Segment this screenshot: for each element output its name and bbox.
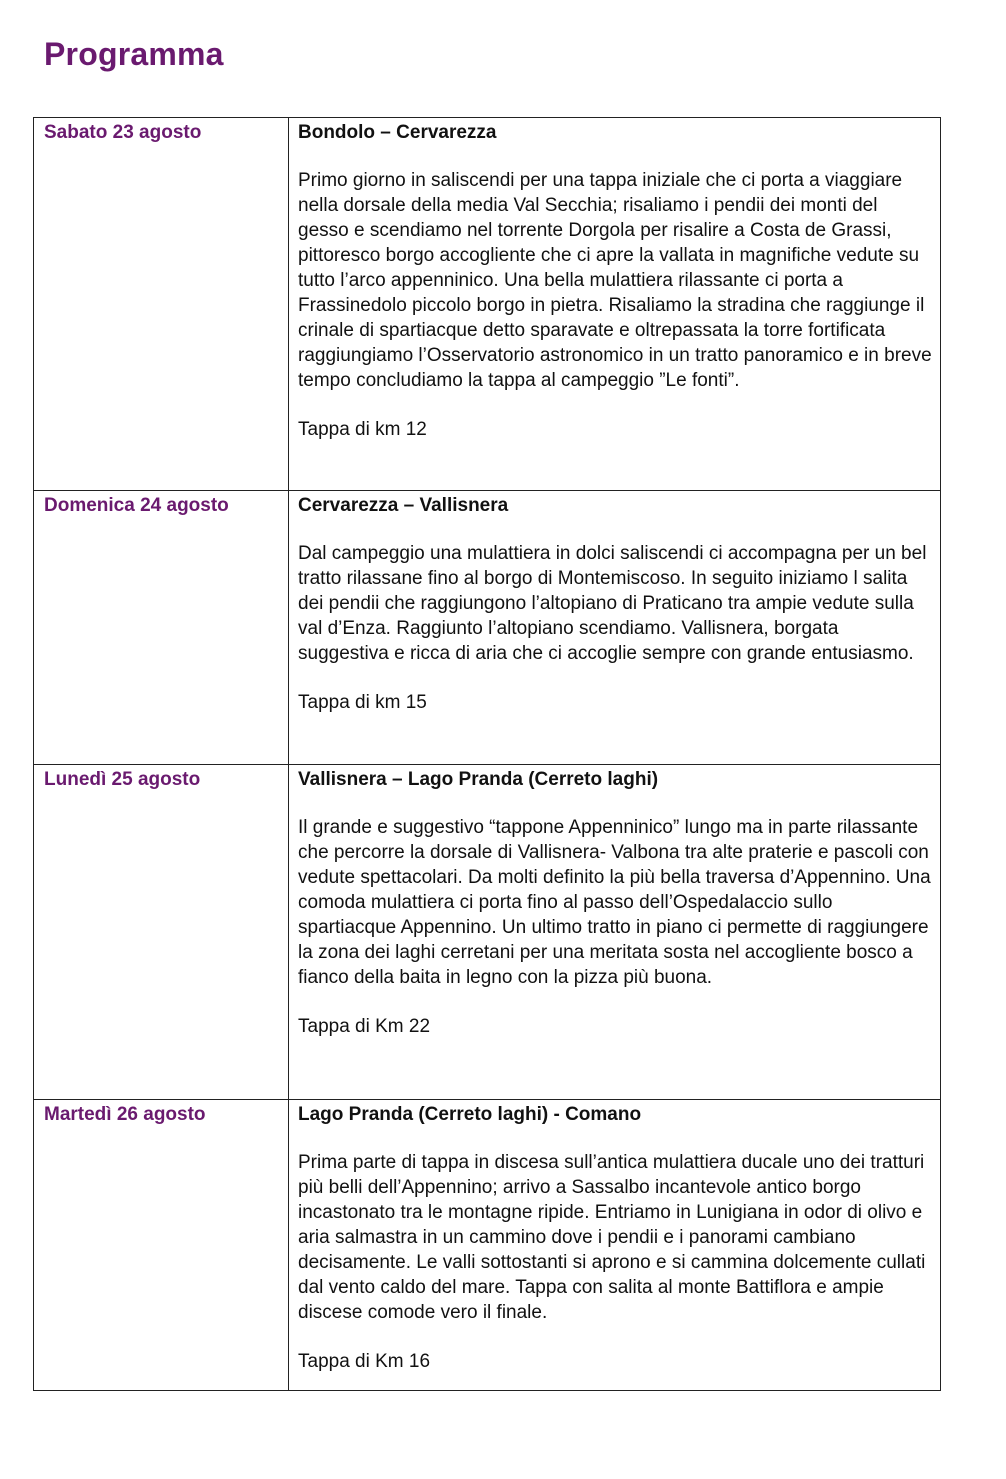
date-cell xyxy=(34,491,289,765)
stage-cell xyxy=(289,491,941,765)
stage-description: Il grande e suggestivo “tappone Appenninico” lungo ma in parte rilassante che percorre la dorsale di Vallisnera- Valbona tra alte praterie e pascoli con vedute spettacolari. Da molti definito la più bella traversa d’Appennino. Una comoda mulattiera ci porta fino al passo dell’Ospedalaccio sullo spartiacque Appennino. Un ultimo tratto in piano ci permette di raggiungere la zona dei laghi cerretani per una meritata sosta nel accogliente bosco a fianco della baita in legno con la pizza più buona. xyxy=(298,817,931,988)
table-row xyxy=(34,491,941,765)
stage-route: Cervarezza – Vallisnera xyxy=(298,495,509,516)
stage-distance: Tappa di Km 16 xyxy=(298,1351,431,1372)
page-title: Programma xyxy=(44,36,224,72)
stage-distance: Tappa di km 15 xyxy=(298,692,427,713)
date-cell xyxy=(34,765,289,1100)
day-date: Sabato 23 agosto xyxy=(44,122,202,143)
stage-cell xyxy=(289,1100,941,1391)
stage-route: Bondolo – Cervarezza xyxy=(298,122,497,143)
day-date: Lunedì 25 agosto xyxy=(44,769,201,790)
table-row xyxy=(34,765,941,1100)
date-cell xyxy=(34,118,289,491)
day-date: Domenica 24 agosto xyxy=(44,495,229,516)
table-row xyxy=(34,1100,941,1391)
stage-distance: Tappa di Km 22 xyxy=(298,1016,431,1037)
stage-route: Lago Pranda (Cerreto laghi) - Comano xyxy=(298,1104,642,1125)
table-row xyxy=(34,118,941,491)
stage-distance: Tappa di km 12 xyxy=(298,419,427,440)
stage-cell xyxy=(289,765,941,1100)
stage-route: Vallisnera – Lago Pranda (Cerreto laghi) xyxy=(298,769,659,790)
program-table xyxy=(33,117,941,1391)
stage-cell xyxy=(289,118,941,491)
stage-description: Primo giorno in saliscendi per una tappa iniziale che ci porta a viaggiare nella dorsale della media Val Secchia; risaliamo i pendii dei monti del gesso e scendiamo nel torrente Dorgola per risalire a Costa de Grassi, pittoresco borgo accogliente che ci apre la vallata in magnifiche vedute su tutto l’arco appenninico. Una bella mulattiera rilassante ci porta a Frassinedolo piccolo borgo in pietra. Risaliamo la stradina che raggiunge il crinale di spartiacque detto sparavate e oltrepassata la torre fortificata raggiungiamo l’Osservatorio astronomico in un tratto panoramico e in breve tempo concludiamo la tappa al campeggio ”Le fonti”. xyxy=(298,170,932,391)
date-cell xyxy=(34,1100,289,1391)
stage-description: Prima parte di tappa in discesa sull’antica mulattiera ducale uno dei tratturi più belli dell’Appennino; arrivo a Sassalbo incantevole antico borgo incastonato tra le montagne ripide. Entriamo in Lunigiana in odor di olivo e aria salmastra in un cammino dove i pendii e i panorami cambiano decisamente. Le valli sottostanti si aprono e si cammina dolcemente cullati dal vento caldo del mare. Tappa con salita al monte Battiflora e ampie discese comode vero il finale. xyxy=(298,1152,926,1323)
day-date: Martedì 26 agosto xyxy=(44,1104,206,1125)
stage-description: Dal campeggio una mulattiera in dolci saliscendi ci accompagna per un bel tratto rilassane fino al borgo di Montemiscoso. In seguito iniziamo l salita dei pendii che raggiungono l’altopiano di Praticano tra ampie vedute sulla val d’Enza. Raggiunto l’altopiano scendiamo. Vallisnera, borgata suggestiva e ricca di aria che ci accoglie sempre con grande entusiasmo. xyxy=(298,543,927,664)
